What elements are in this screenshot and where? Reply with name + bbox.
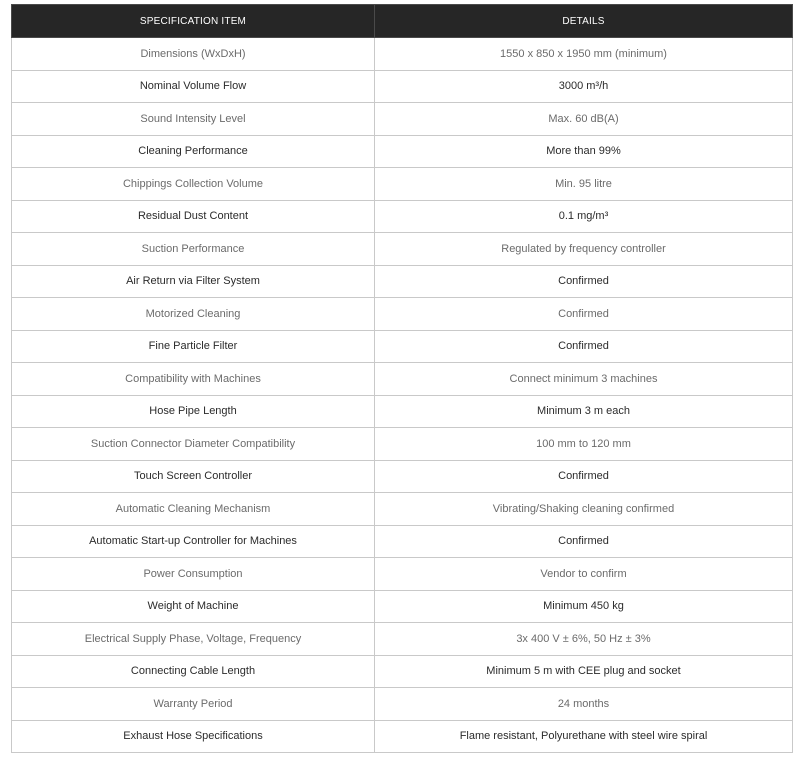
table-header (12, 5, 793, 38)
spec-item-cell: Motorized Cleaning (12, 298, 375, 331)
spec-item-cell: Suction Performance (12, 233, 375, 266)
spec-details-cell: Minimum 450 kg (375, 590, 793, 623)
table-row (12, 70, 793, 103)
spec-item-cell: Suction Connector Diameter Compatibility (12, 428, 375, 461)
table-row (12, 363, 793, 396)
table-row (12, 38, 793, 71)
spec-item-cell: Hose Pipe Length (12, 395, 375, 428)
spec-details-cell: 0.1 mg/m³ (375, 200, 793, 233)
table-row (12, 298, 793, 331)
spec-item-cell: Fine Particle Filter (12, 330, 375, 363)
spec-details-cell: Confirmed (375, 525, 793, 558)
spec-details-cell: 1550 x 850 x 1950 mm (minimum) (375, 38, 793, 71)
spec-details-cell: Minimum 3 m each (375, 395, 793, 428)
table-row (12, 103, 793, 136)
table-row (12, 688, 793, 721)
table-body (12, 38, 793, 753)
spec-details-cell: 100 mm to 120 mm (375, 428, 793, 461)
spec-details-cell: Flame resistant, Polyurethane with steel wire spiral (375, 720, 793, 753)
table-row (12, 558, 793, 591)
spec-details-cell: Connect minimum 3 machines (375, 363, 793, 396)
spec-details-cell: Min. 95 litre (375, 168, 793, 201)
spec-item-cell: Electrical Supply Phase, Voltage, Frequency (12, 623, 375, 656)
spec-item-cell: Automatic Cleaning Mechanism (12, 493, 375, 526)
spec-details-cell: Vendor to confirm (375, 558, 793, 591)
table-row (12, 200, 793, 233)
header-row (12, 5, 793, 38)
table-row (12, 233, 793, 266)
table-row (12, 428, 793, 461)
table-row (12, 135, 793, 168)
spec-details-cell: Confirmed (375, 460, 793, 493)
table-row (12, 493, 793, 526)
table-row (12, 265, 793, 298)
table-row (12, 590, 793, 623)
spec-item-cell: Touch Screen Controller (12, 460, 375, 493)
spec-item-cell: Nominal Volume Flow (12, 70, 375, 103)
spec-details-cell: Confirmed (375, 265, 793, 298)
spec-details-cell: 3x 400 V ± 6%, 50 Hz ± 3% (375, 623, 793, 656)
table-row (12, 168, 793, 201)
spec-details-cell: Minimum 5 m with CEE plug and socket (375, 655, 793, 688)
table-row (12, 623, 793, 656)
spec-item-cell: Cleaning Performance (12, 135, 375, 168)
specification-table (11, 4, 793, 753)
header-specification-item: SPECIFICATION ITEM (12, 5, 375, 38)
spec-item-cell: Chippings Collection Volume (12, 168, 375, 201)
table-row (12, 720, 793, 753)
spec-details-cell: Regulated by frequency controller (375, 233, 793, 266)
spec-item-cell: Weight of Machine (12, 590, 375, 623)
spec-item-cell: Warranty Period (12, 688, 375, 721)
spec-details-cell: Vibrating/Shaking cleaning confirmed (375, 493, 793, 526)
spec-details-cell: Confirmed (375, 298, 793, 331)
spec-item-cell: Automatic Start-up Controller for Machines (12, 525, 375, 558)
spec-item-cell: Compatibility with Machines (12, 363, 375, 396)
spec-item-cell: Exhaust Hose Specifications (12, 720, 375, 753)
spec-details-cell: Confirmed (375, 330, 793, 363)
table-row (12, 655, 793, 688)
table-row (12, 525, 793, 558)
table-row (12, 460, 793, 493)
table-row (12, 395, 793, 428)
spec-item-cell: Air Return via Filter System (12, 265, 375, 298)
spec-item-cell: Power Consumption (12, 558, 375, 591)
spec-item-cell: Dimensions (WxDxH) (12, 38, 375, 71)
spec-item-cell: Residual Dust Content (12, 200, 375, 233)
spec-details-cell: More than 99% (375, 135, 793, 168)
spec-details-cell: 3000 m³/h (375, 70, 793, 103)
spec-item-cell: Sound Intensity Level (12, 103, 375, 136)
header-details: DETAILS (375, 5, 793, 38)
spec-details-cell: 24 months (375, 688, 793, 721)
spec-item-cell: Connecting Cable Length (12, 655, 375, 688)
spec-details-cell: Max. 60 dB(A) (375, 103, 793, 136)
table-row (12, 330, 793, 363)
